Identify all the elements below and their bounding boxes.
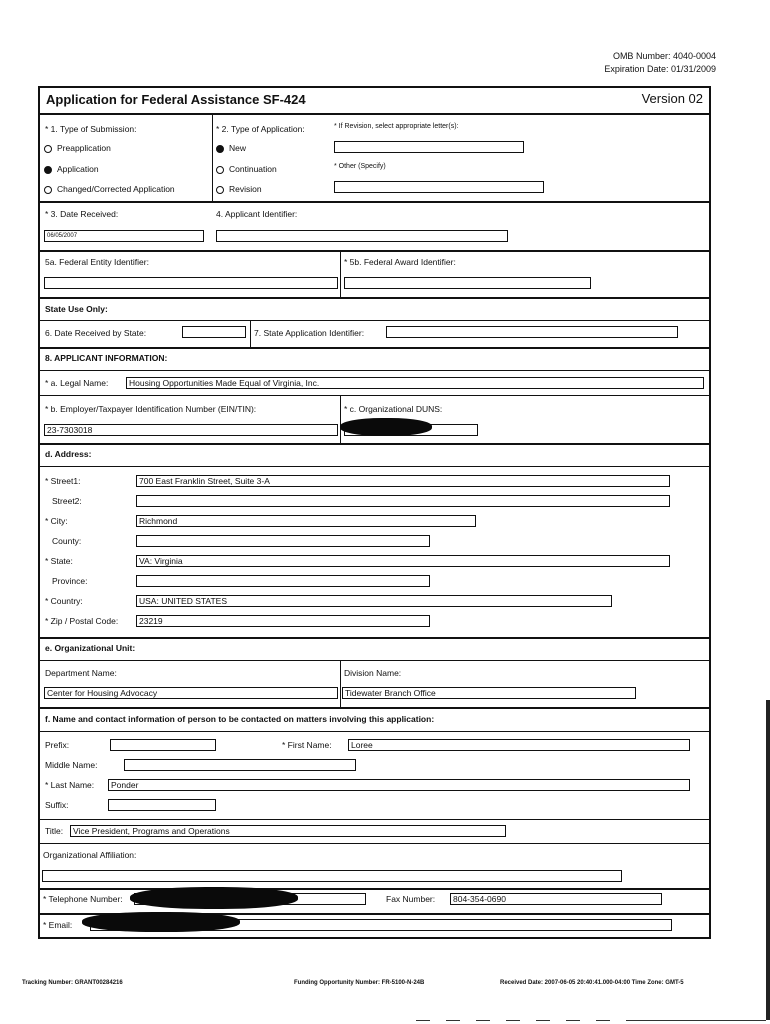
province-label: Province: [52,576,88,586]
zip-field[interactable]: 23219 [136,615,430,627]
fax-field[interactable]: 804-354-0690 [450,893,662,905]
last-name-field[interactable]: Ponder [108,779,690,791]
county-field[interactable] [136,535,430,547]
divider [40,250,709,252]
divider [40,370,709,371]
divider [212,115,213,201]
option-new: New [229,143,247,153]
scan-artifact [416,1020,430,1021]
divider [40,731,709,732]
county-label: County: [52,536,82,546]
fax-label: Fax Number: [386,894,436,904]
middle-name-label: Middle Name: [45,760,98,770]
radio-preapplication[interactable] [44,145,52,153]
contact-heading: f. Name and contact information of person to be contacted on matters involving this application: [45,714,435,724]
sf424-form [38,86,711,939]
radio-application[interactable] [44,166,52,174]
street2-field[interactable] [136,495,670,507]
duns-label: * c. Organizational DUNS: [344,404,443,414]
ein-field[interactable]: 23-7303018 [44,424,338,436]
divider [40,347,709,349]
radio-revision[interactable] [216,186,224,194]
scan-edge [766,700,770,1020]
scan-artifact [536,1020,550,1021]
divider [40,637,709,639]
received-date: Received Date: 2007-06-05 20:40:41.000-04:00 Time Zone: GMT-5 [500,980,684,986]
state-use-heading: State Use Only: [45,304,108,314]
division-field[interactable]: Tidewater Branch Office [342,687,636,699]
federal-award-label: * 5b. Federal Award Identifier: [344,257,456,267]
province-field[interactable] [136,575,430,587]
radio-changed-corrected[interactable] [44,186,52,194]
federal-entity-label: 5a. Federal Entity Identifier: [45,257,149,267]
date-received-field[interactable]: 06/05/2007 [44,230,204,242]
legal-name-label: * a. Legal Name: [45,378,109,388]
expiration-date: Expiration Date: 01/31/2009 [604,64,716,74]
form-version: Version 02 [641,91,703,106]
telephone-label: * Telephone Number: [43,894,123,904]
redaction-mark [130,887,298,909]
zip-label: * Zip / Postal Code: [45,616,119,626]
divider [40,888,709,890]
divider [40,395,709,396]
last-name-label: * Last Name: [45,780,95,790]
legal-name-field[interactable]: Housing Opportunities Made Equal of Virginia, Inc. [126,377,704,389]
city-label: * City: [45,516,68,526]
option-revision: Revision [229,184,262,194]
divider [40,297,709,299]
state-app-id-label: 7. State Application Identifier: [254,328,365,338]
department-field[interactable]: Center for Housing Advocacy [44,687,338,699]
email-label: * Email: [43,920,73,930]
affiliation-label: Organizational Affiliation: [43,850,137,860]
application-type-label: * 2. Type of Application: [216,124,305,134]
street2-label: Street2: [52,496,82,506]
federal-award-field[interactable] [344,277,591,289]
radio-new[interactable] [216,145,224,153]
date-received-label: * 3. Date Received: [45,209,119,219]
tracking-number: Tracking Number: GRANT00284216 [22,980,123,986]
other-specify-label: * Other (Specify) [334,163,386,170]
suffix-field[interactable] [108,799,216,811]
divider [40,660,709,661]
other-specify-field[interactable] [334,181,544,193]
submission-type-label: * 1. Type of Submission: [45,124,137,134]
first-name-label: * First Name: [282,740,332,750]
state-field[interactable]: VA: Virginia [136,555,670,567]
divider [340,251,341,297]
option-changed-corrected: Changed/Corrected Application [57,184,175,194]
title-label: Title: [45,826,64,836]
ein-label: * b. Employer/Taxpayer Identification Number (EIN/TIN): [45,404,257,414]
scan-artifact [596,1020,610,1021]
divider [40,443,709,445]
scan-artifact [446,1020,460,1021]
department-label: Department Name: [45,668,117,678]
option-continuation: Continuation [229,164,277,174]
org-unit-heading: e. Organizational Unit: [45,643,136,653]
redaction-mark [82,912,240,932]
prefix-label: Prefix: [45,740,70,750]
divider [40,707,709,709]
scan-artifact [626,1020,766,1021]
state-app-id-field[interactable] [386,326,678,338]
affiliation-field[interactable] [42,870,622,882]
street1-label: * Street1: [45,476,81,486]
funding-opportunity-number: Funding Opportunity Number: FR-5100-N-24B [294,980,425,986]
divider [40,466,709,467]
divider [250,321,251,347]
divider [40,113,709,115]
radio-continuation[interactable] [216,166,224,174]
state-label: * State: [45,556,73,566]
applicant-identifier-field[interactable] [216,230,508,242]
redaction-mark [340,418,432,436]
scan-artifact [566,1020,580,1021]
state-date-field[interactable] [182,326,246,338]
revision-letter-field[interactable] [334,141,524,153]
street1-field[interactable]: 700 East Franklin Street, Suite 3-A [136,475,670,487]
option-preapplication: Preapplication [57,143,111,153]
divider [340,396,341,443]
division-label: Division Name: [344,668,402,678]
prefix-field[interactable] [110,739,216,751]
title-field[interactable]: Vice President, Programs and Operations [70,825,506,837]
divider [340,661,341,707]
state-date-label: 6. Date Received by State: [45,328,147,338]
omb-number: OMB Number: 4040-0004 [612,51,716,61]
scan-artifact [476,1020,490,1021]
form-title: Application for Federal Assistance SF-424 [46,92,306,107]
option-application: Application [57,164,99,174]
divider [40,201,709,203]
revision-letter-label: * If Revision, select appropriate letter(s): [334,123,459,130]
city-field[interactable]: Richmond [136,515,476,527]
federal-entity-field[interactable] [44,277,338,289]
suffix-label: Suffix: [45,800,69,810]
divider [40,843,709,844]
address-heading: d. Address: [45,449,92,459]
divider [40,819,709,820]
country-field[interactable]: USA: UNITED STATES [136,595,612,607]
scan-artifact [506,1020,520,1021]
applicant-info-heading: 8. APPLICANT INFORMATION: [45,353,168,363]
omb-info [604,50,716,76]
applicant-identifier-label: 4. Applicant Identifier: [216,209,298,219]
divider [40,320,709,321]
middle-name-field[interactable] [124,759,356,771]
country-label: * Country: [45,596,83,606]
first-name-field[interactable]: Loree [348,739,690,751]
